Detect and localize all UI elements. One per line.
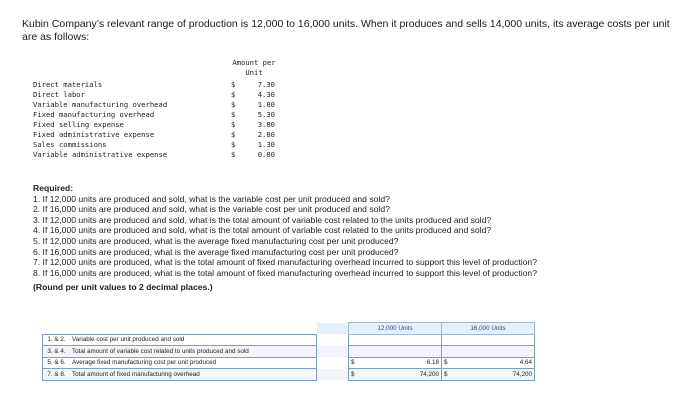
cost-label: Fixed manufacturing overhead: [33, 110, 155, 119]
answer-input-16000[interactable]: [442, 346, 535, 358]
cost-amount: 1.30: [257, 140, 275, 149]
dollar-sign: $: [351, 370, 355, 378]
required-item: 1. If 12,000 units are produced and sold, what is the variable cost per unit produced and sold?: [33, 193, 390, 204]
answer-row: [43, 357, 535, 369]
row-number: 1. & 2.: [43, 334, 71, 346]
answer-value: 6.18: [426, 359, 439, 367]
row-number: 5. & 6.: [43, 357, 71, 369]
dollar-sign: $: [351, 359, 355, 367]
dollar-sign: $: [444, 370, 448, 378]
dollar-sign: $: [231, 100, 236, 109]
row-label: Total amount of variable cost related to units produced and sold: [70, 346, 317, 358]
cost-label: Direct materials: [33, 80, 103, 89]
answer-input-16000[interactable]: [442, 334, 535, 346]
required-section: [33, 183, 673, 293]
header-gap: [317, 323, 349, 335]
dollar-sign: $: [444, 359, 448, 367]
col-16000-header: 16,000 Units: [442, 323, 535, 335]
answer-input-12000[interactable]: [349, 334, 442, 346]
answer-row: [43, 334, 535, 346]
required-item: 4. If 16,000 units are produced and sold, what is the total amount of variable cost related to the units produced and sold?: [33, 225, 492, 236]
answer-input-12000[interactable]: [349, 346, 442, 358]
answer-input-12000[interactable]: [349, 357, 442, 369]
answer-value: 4.64: [519, 359, 532, 367]
amount-header-line1: Amount per: [232, 58, 276, 67]
answer-input-12000[interactable]: [349, 369, 442, 381]
row-label: Variable cost per unit produced and sold: [70, 334, 317, 346]
answer-value: 74,200: [419, 370, 439, 378]
answer-input-16000[interactable]: [442, 357, 535, 369]
cost-amount: 4.30: [257, 90, 275, 99]
cost-label: Direct labor: [33, 90, 85, 99]
cost-label: Sales commissions: [33, 140, 107, 149]
required-title: Required:: [33, 183, 74, 193]
dollar-sign: $: [231, 140, 236, 149]
row-number: 7. & 8.: [43, 369, 71, 381]
answer-row: [43, 346, 535, 358]
dollar-sign: $: [231, 90, 236, 99]
required-item: 6. If 16,000 units are produced, what is the average fixed manufacturing cost per unit produced?: [33, 246, 399, 257]
dollar-sign: $: [231, 80, 236, 89]
col-12000-header: 12,000 Units: [349, 323, 442, 335]
required-item: 3. If 12,000 units are produced and sold, what is the total amount of variable cost related to the units produced and sold?: [33, 214, 492, 225]
amount-header-line2: Unit: [245, 68, 263, 77]
cost-label: Variable administrative expense: [33, 150, 168, 159]
problem-intro: Kubin Company’s relevant range of production is 12,000 to 16,000 units. When it produces and sells 14,000 units, its average costs per unit are as follows:: [22, 18, 670, 43]
cost-label: Variable manufacturing overhead: [33, 100, 168, 109]
cost-amount: 2.80: [257, 130, 275, 139]
row-label: Total amount of fixed manufacturing overhead: [70, 369, 317, 381]
cost-amount: 7.30: [257, 80, 275, 89]
answer-value: 74,200: [512, 370, 532, 378]
cost-label: Fixed administrative expense: [33, 130, 155, 139]
cost-label: Fixed selling expense: [33, 120, 124, 129]
cost-amount: 1.80: [257, 100, 275, 109]
required-item: 7. If 12,000 units are produced, what is the total amount of fixed manufacturing overhead incurred to support this level of production?: [33, 257, 537, 268]
dollar-sign: $: [231, 120, 236, 129]
required-item: 8. If 16,000 units are produced, what is the total amount of fixed manufacturing overhead incurred to support this level of production?: [33, 267, 537, 278]
dollar-sign: $: [231, 150, 236, 159]
header-spacer: [43, 323, 317, 335]
amount-header: [225, 58, 283, 78]
dollar-sign: $: [231, 130, 236, 139]
answer-header-row: [43, 323, 535, 335]
row-number: 3. & 4.: [43, 346, 71, 358]
answer-input-16000[interactable]: [442, 369, 535, 381]
cost-amount: 0.80: [257, 150, 275, 159]
required-item: 5. If 12,000 units are produced, what is the average fixed manufacturing cost per unit produced?: [33, 235, 399, 246]
dollar-sign: $: [231, 110, 236, 119]
row-label: Average fixed manufacturing cost per unit produced: [70, 357, 317, 369]
required-item: 2. If 16,000 units are produced and sold, what is the variable cost per unit produced and sold?: [33, 204, 390, 215]
cost-amount: 5.30: [257, 110, 275, 119]
cost-amount: 3.80: [257, 120, 275, 129]
rounding-note: (Round per unit values to 2 decimal places.): [33, 282, 213, 293]
answer-row: [43, 369, 535, 381]
answer-table: [42, 322, 535, 381]
